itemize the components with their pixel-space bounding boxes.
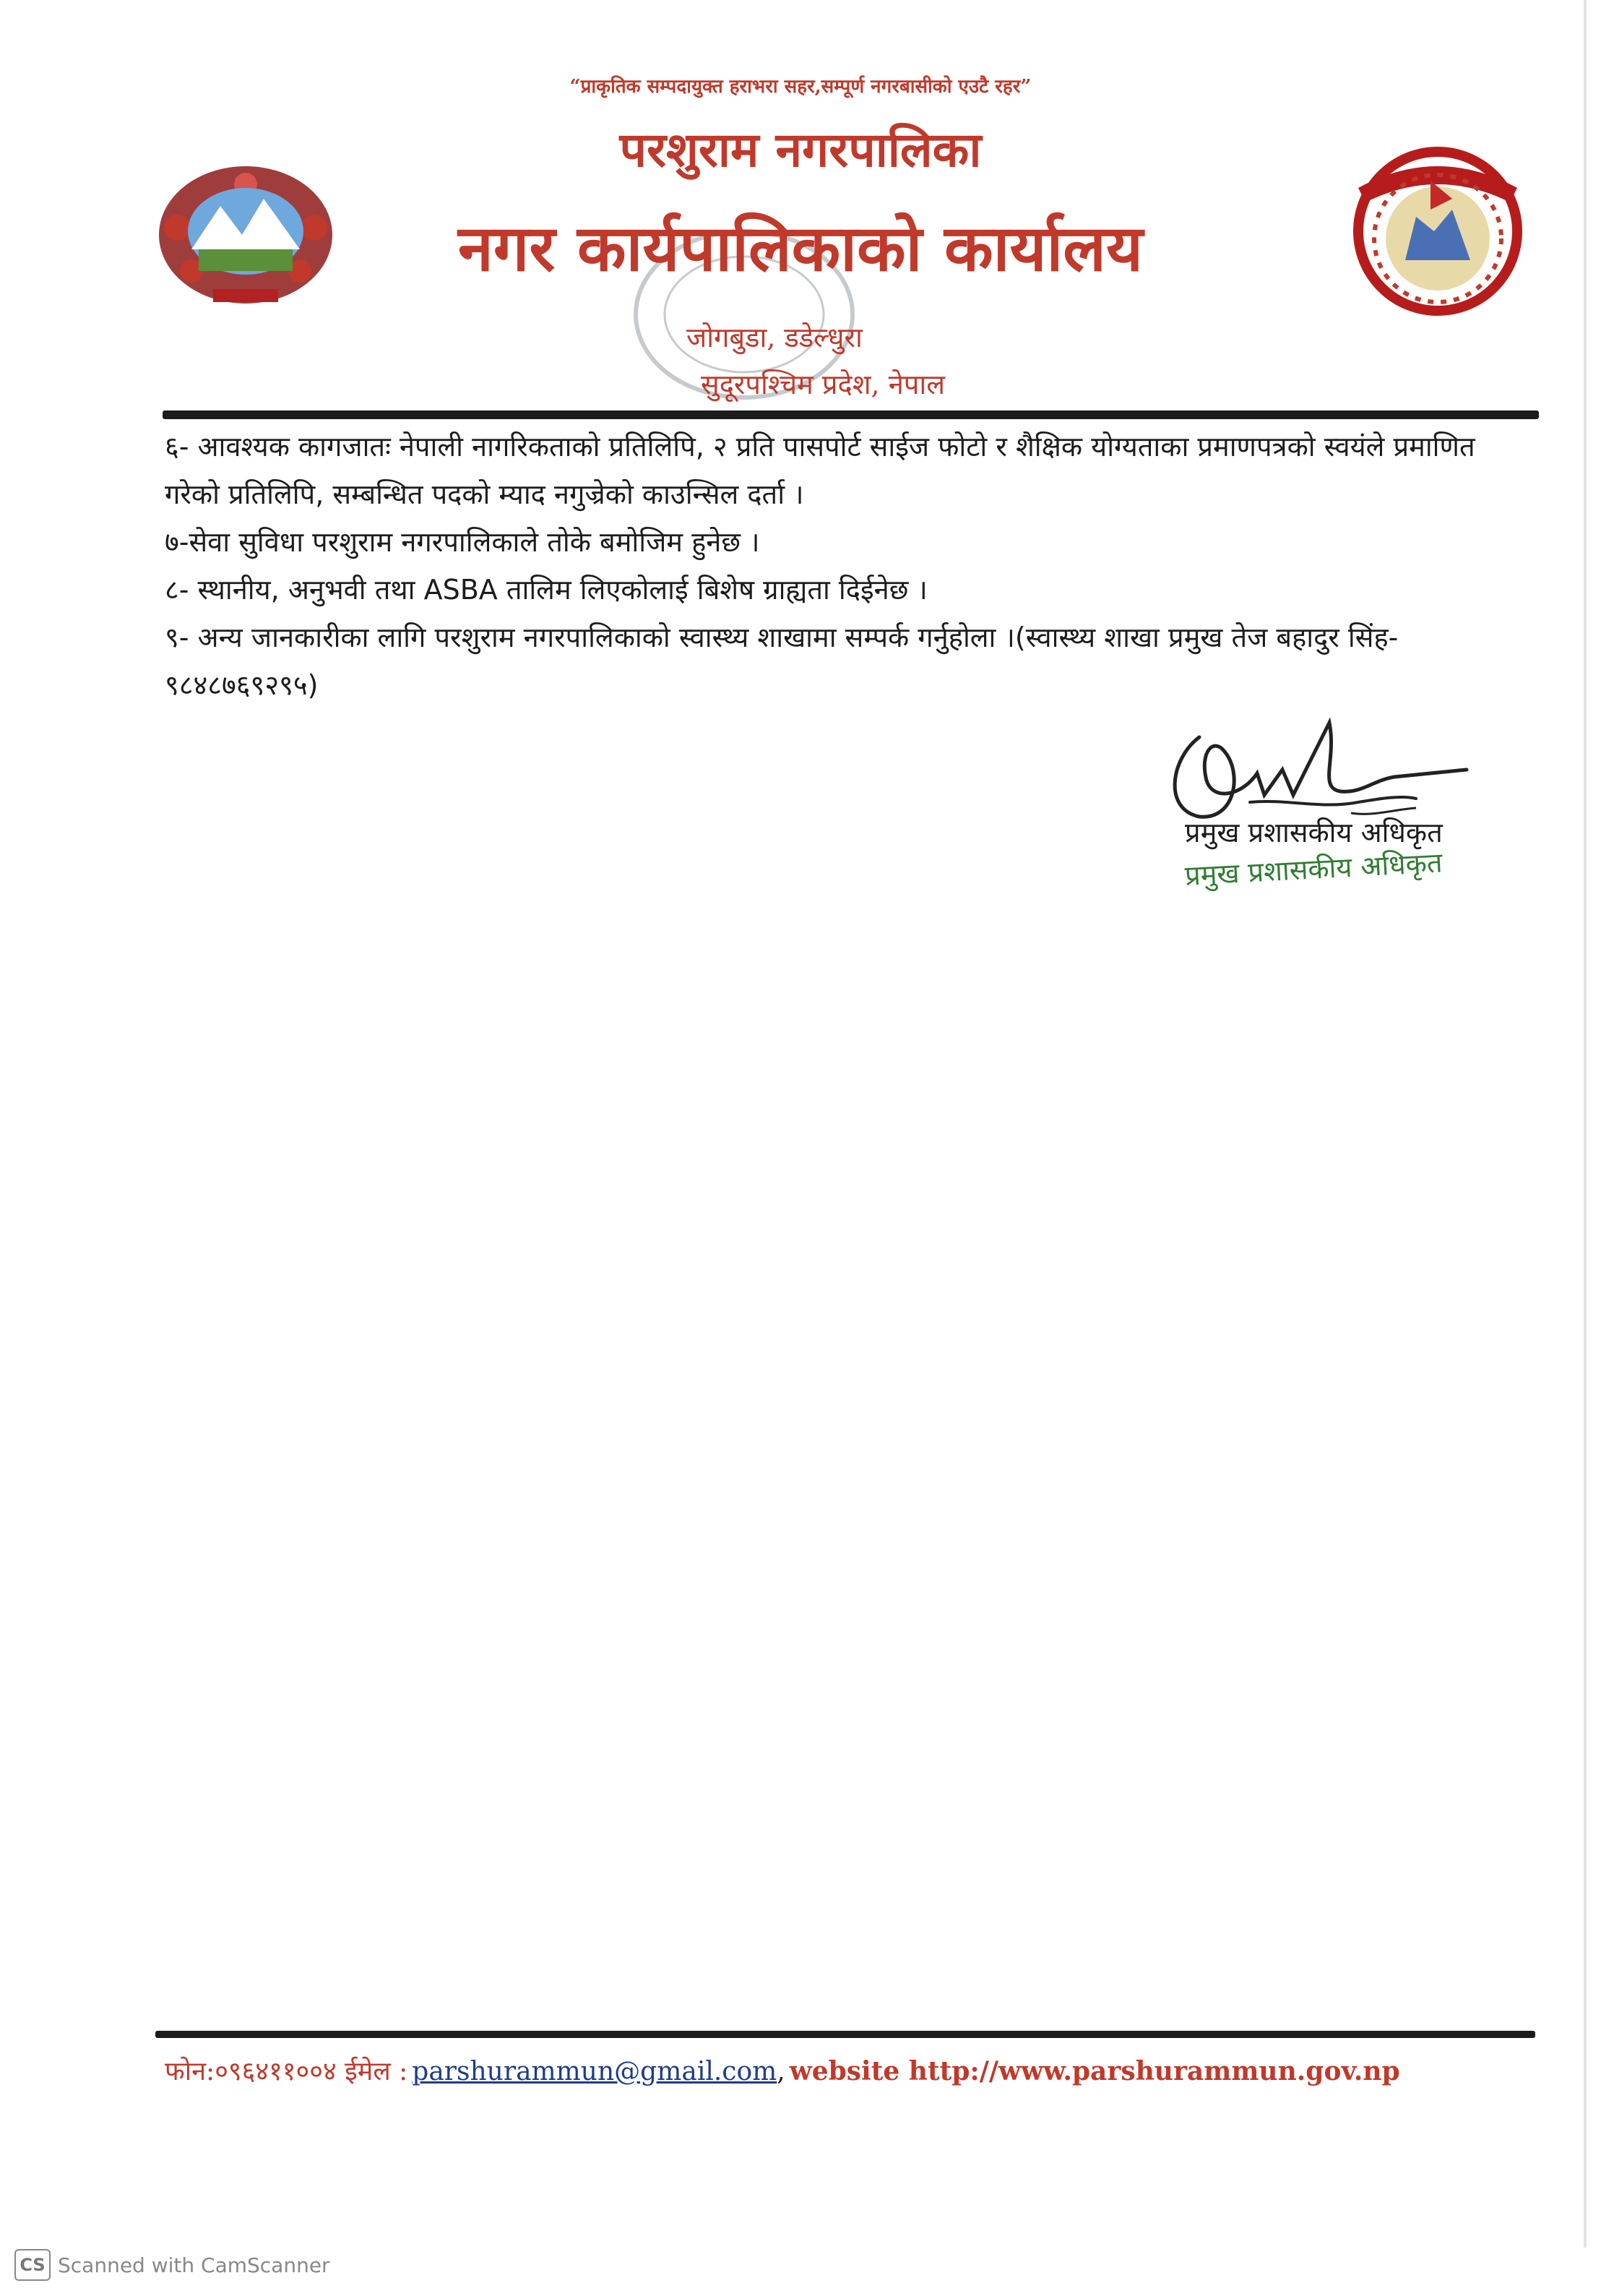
- notice-item-7: ७-सेवा सुविधा परशुराम नगरपालिकाले तोके बमोजिम हुनेछ ।: [165, 526, 760, 558]
- footer-phone: फोन:०९६४११००४ ईमेल :: [165, 2057, 408, 2086]
- signatory-stamp: प्रमुख प्रशासकीय अधिकृत: [1183, 846, 1444, 892]
- footer-separator: ,: [777, 2057, 785, 2086]
- camscanner-logo-icon: CS: [14, 2249, 51, 2281]
- footer-divider: [155, 2031, 1535, 2038]
- office-name: नगर कार्यपालिकाको कार्यालय: [458, 210, 1143, 285]
- footer-contact: [165, 2052, 1400, 2088]
- footer-website-link[interactable]: website http://www.parshurammun.gov.np: [789, 2056, 1400, 2086]
- camscanner-label: Scanned with CamScanner: [58, 2253, 330, 2277]
- notice-item-9: ९- अन्य जानकारीका लागि परशुराम नगरपालिकाको स्वास्थ्य शाखामा सम्पर्क गर्नुहोला ।(स्वास्थ्य शाखा प्रमुख तेज बहादुर सिंह- ९८४८७६९२९५): [165, 622, 1399, 701]
- header-motto: “प्राकृतिक सम्पदायुक्त हराभरा सहर,सम्पूर्ण नगरबासीको एउटै रहर”: [569, 76, 1032, 98]
- page-edge: [1584, 0, 1587, 2248]
- footer-email-link[interactable]: parshurammun@gmail.com: [412, 2057, 777, 2086]
- signatory-title: प्रमुख प्रशासकीय अधिकृत: [1185, 817, 1443, 848]
- address-line-2: सुदूरपश्चिम प्रदेश, नेपाल: [701, 369, 945, 400]
- address-line-1: जोगबुडा, डडेल्धुरा: [686, 322, 863, 353]
- notice-item-6: ६- आवश्यक कागजातः नेपाली नागरिकताको प्रतिलिपि, २ प्रति पासपोर्ट साईज फोटो र शैक्षिक योग्यताका प्रमाणपत्रको स्वयंले प्रमाणित गरेको प्रतिलिपि, सम्बन्धित पदको म्याद नगुज्रेको काउन्सिल दर्ता ।: [165, 431, 1475, 510]
- header-divider: [163, 410, 1539, 419]
- camscanner-badge: [14, 2249, 330, 2281]
- notice-body: [165, 423, 1537, 709]
- municipality-name: परशुराम नगरपालिका: [619, 121, 982, 178]
- notice-item-8: ८- स्थानीय, अनुभवी तथा ASBA तालिम लिएकोलाई बिशेष ग्राह्यता दिईनेछ ।: [165, 574, 928, 606]
